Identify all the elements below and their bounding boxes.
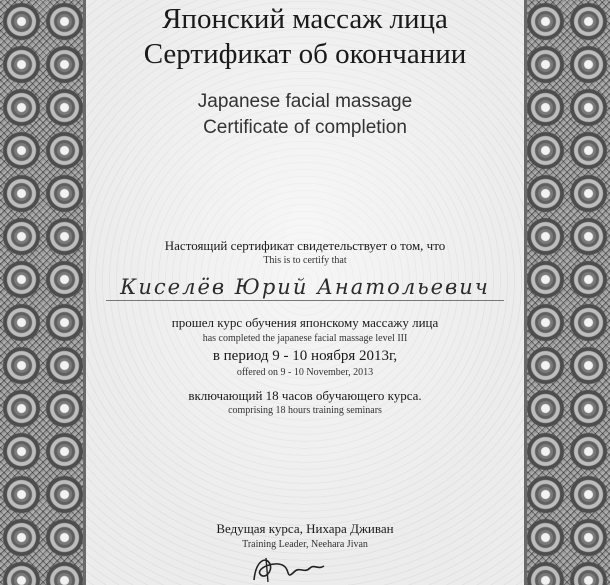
period-text-en: offered on 9 - 10 November, 2013	[236, 367, 374, 378]
ornamental-border-right	[524, 0, 610, 585]
leader-text-ru: Ведущая курса, Нихара Дживан	[216, 521, 394, 536]
certificate-body	[86, 0, 524, 585]
title-en-line2: Certificate of completion	[203, 117, 407, 138]
course-text-en: has completed the japanese facial massage level III	[202, 333, 408, 344]
title-ru-line1: Японский массаж лица	[162, 3, 448, 35]
name-underline	[106, 300, 504, 301]
period-text-ru: в период 9 - 10 ноября 2013г,	[212, 348, 398, 364]
hours-text-ru: включающий 18 часов обучающего курса.	[188, 388, 422, 403]
title-en-line1: Japanese facial massage	[197, 91, 413, 112]
title-ru-line2: Сертификат об окончании	[143, 38, 467, 70]
hours-text-en: comprising 18 hours training seminars	[228, 405, 382, 416]
recipient-name: Киселёв Юрий Анатольевич	[120, 275, 490, 299]
certify-text-en: This is to certify that	[263, 255, 347, 266]
leader-text-en: Training Leader, Neehara Jivan	[242, 539, 368, 550]
certify-text-ru: Настоящий сертификат свидетельствует о том, что	[164, 238, 446, 253]
ornamental-border-left	[0, 0, 86, 585]
course-text-ru: прошел курс обучения японскому массажу лица	[171, 315, 439, 330]
leader-signature	[246, 550, 326, 585]
